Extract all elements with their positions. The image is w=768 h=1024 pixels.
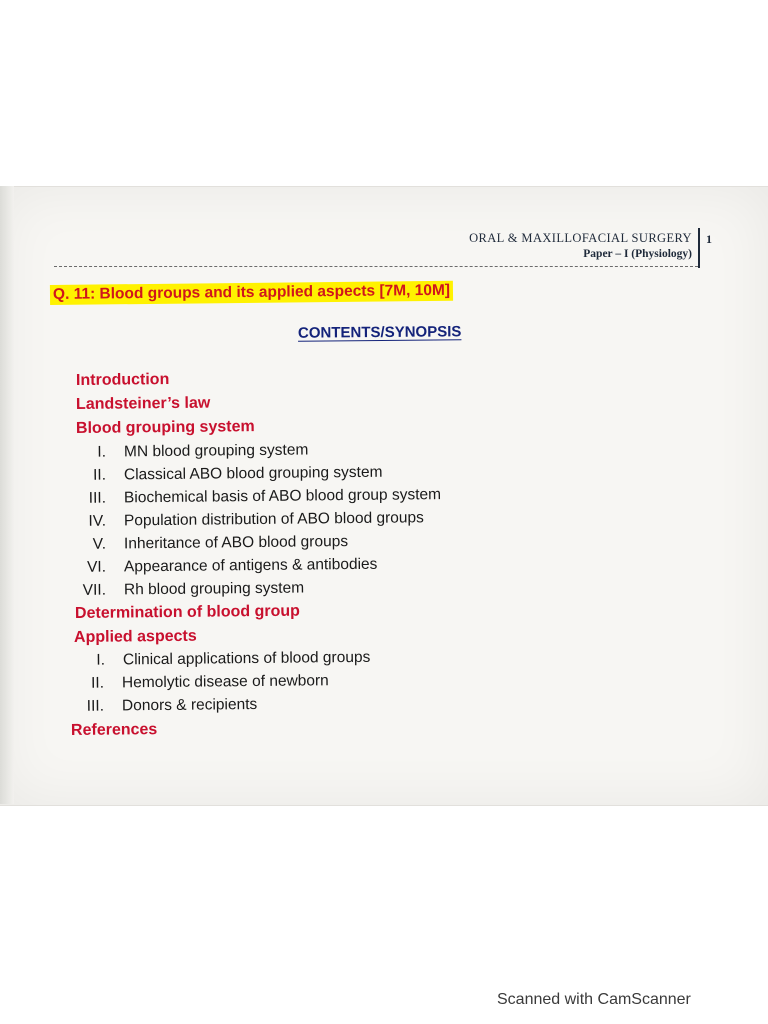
list-text: Hemolytic disease of newborn <box>121 672 329 692</box>
list-text: Rh blood grouping system <box>123 579 305 599</box>
list-text: Biochemical basis of ABO blood group system <box>123 486 442 507</box>
list-item <box>66 440 309 463</box>
list-item <box>66 555 378 578</box>
list-item <box>65 648 370 671</box>
list-item <box>66 532 348 555</box>
toc-blood-grouping-system: Blood grouping system <box>75 418 255 437</box>
synopsis-title: CONTENTS/SYNOPSIS <box>297 323 462 342</box>
list-numeral: III. <box>88 489 107 507</box>
header-paper: Paper – I (Physiology) <box>583 248 692 260</box>
list-item <box>66 508 424 532</box>
list-item <box>66 579 304 601</box>
toc-landsteiners-law: Landsteiner’s law <box>75 394 211 413</box>
toc-determination: Determination of blood group <box>74 602 300 622</box>
list-numeral: I. <box>97 443 107 461</box>
list-numeral: II. <box>90 674 105 692</box>
header-subject: ORAL & MAXILLOFACIAL SURGERY <box>469 231 692 245</box>
list-numeral: II. <box>92 466 107 484</box>
list-numeral: III. <box>86 697 105 715</box>
list-numeral: I. <box>96 651 106 669</box>
list-text: Inheritance of ABO blood groups <box>123 533 349 553</box>
list-item <box>66 463 383 486</box>
question-title: Q. 11: Blood groups and its applied aspects [7M, 10M] <box>50 281 453 305</box>
list-item <box>64 671 329 694</box>
list-text: MN blood grouping system <box>123 441 309 461</box>
list-numeral: V. <box>92 535 107 553</box>
toc-introduction: Introduction <box>75 371 170 389</box>
list-numeral: VI. <box>86 558 107 576</box>
list-item <box>66 485 441 509</box>
scanner-watermark: Scanned with CamScanner <box>497 991 691 1008</box>
toc-references: References <box>70 721 158 739</box>
list-numeral: IV. <box>88 512 107 530</box>
list-text: Classical ABO blood grouping system <box>123 463 383 484</box>
list-numeral: VII. <box>82 581 107 599</box>
list-text: Population distribution of ABO blood groups <box>123 509 424 530</box>
page-number: 1 <box>706 232 712 246</box>
toc-applied-aspects: Applied aspects <box>73 627 197 646</box>
list-text: Donors & recipients <box>121 695 258 715</box>
list-item <box>64 695 257 717</box>
list-text: Clinical applications of blood groups <box>122 648 371 669</box>
list-text: Appearance of antigens & antibodies <box>123 555 378 576</box>
